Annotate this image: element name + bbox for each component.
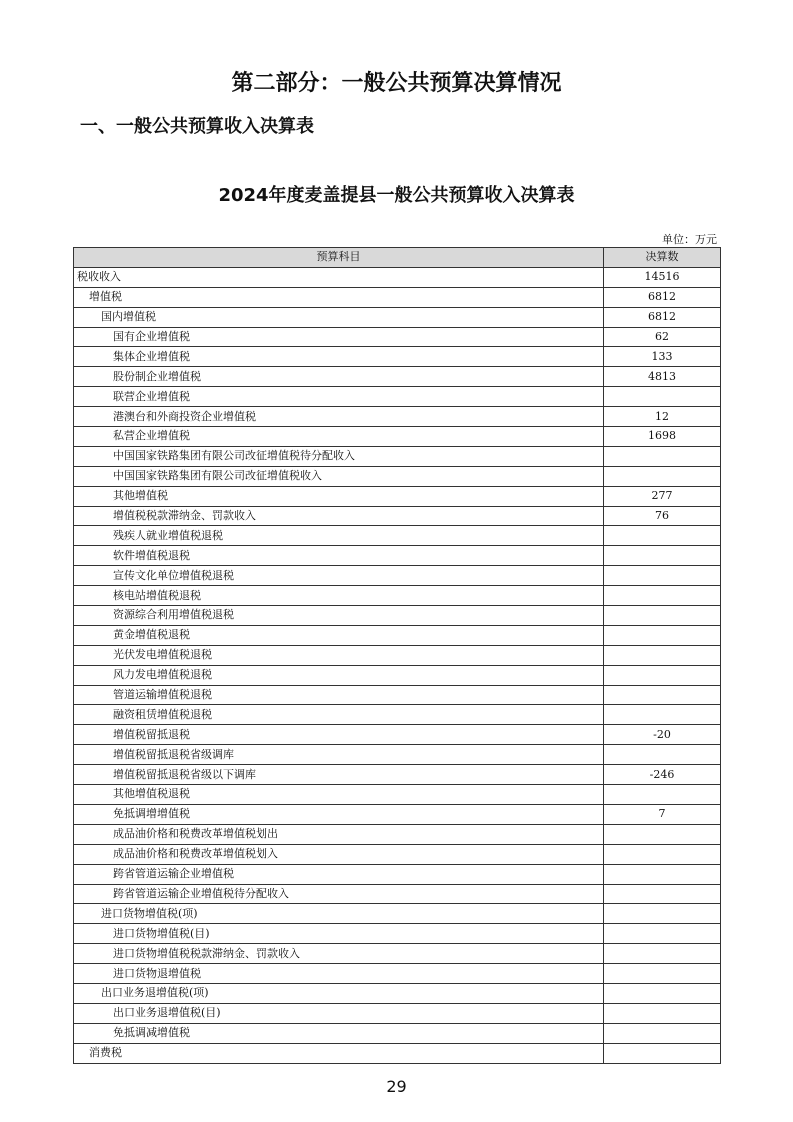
row-item-name: 税收收入	[74, 267, 604, 287]
table-row	[74, 287, 721, 307]
row-item-name: 跨省管道运输企业增值税待分配收入	[74, 884, 604, 904]
row-amount	[604, 566, 721, 586]
row-item-name: 黄金增值税退税	[74, 625, 604, 645]
row-amount	[604, 864, 721, 884]
row-item-name: 跨省管道运输企业增值税	[74, 864, 604, 884]
table-row	[74, 964, 721, 984]
header-item: 预算科目	[74, 248, 604, 268]
table-row	[74, 884, 721, 904]
row-item-name: 资源综合利用增值税退税	[74, 606, 604, 626]
table-row	[74, 347, 721, 367]
row-amount: 4813	[604, 367, 721, 387]
table-body	[74, 267, 721, 1063]
row-item-name: 出口业务退增值税(项)	[74, 983, 604, 1003]
row-amount	[604, 1043, 721, 1063]
row-item-name: 增值税留抵退税省级以下调库	[74, 765, 604, 785]
table-row	[74, 586, 721, 606]
row-amount	[604, 466, 721, 486]
row-amount: 12	[604, 407, 721, 427]
row-item-name: 增值税	[74, 287, 604, 307]
table-row	[74, 526, 721, 546]
row-item-name: 港澳台和外商投资企业增值税	[74, 407, 604, 427]
row-item-name: 融资租赁增值税退税	[74, 705, 604, 725]
table-row	[74, 705, 721, 725]
table-row	[74, 1003, 721, 1023]
row-amount	[604, 924, 721, 944]
table-row	[74, 267, 721, 287]
row-item-name: 免抵调增增值税	[74, 804, 604, 824]
row-amount: 6812	[604, 287, 721, 307]
row-amount: 1698	[604, 427, 721, 447]
table-row	[74, 944, 721, 964]
row-item-name: 宣传文化单位增值税退税	[74, 566, 604, 586]
row-amount	[604, 705, 721, 725]
row-amount	[604, 983, 721, 1003]
table-row	[74, 685, 721, 705]
table-row	[74, 367, 721, 387]
table-row	[74, 327, 721, 347]
header-amount: 决算数	[604, 248, 721, 268]
row-item-name: 增值税税款滞纳金、罚款收入	[74, 506, 604, 526]
row-amount: -20	[604, 725, 721, 745]
row-item-name: 进口货物增值税(项)	[74, 904, 604, 924]
table-row	[74, 864, 721, 884]
row-item-name: 私营企业增值税	[74, 427, 604, 447]
row-item-name: 成品油价格和税费改革增值税划入	[74, 844, 604, 864]
row-amount	[604, 785, 721, 805]
table-row	[74, 606, 721, 626]
row-amount	[604, 964, 721, 984]
row-item-name: 进口货物退增值税	[74, 964, 604, 984]
table-row	[74, 844, 721, 864]
row-item-name: 进口货物增值税税款滞纳金、罚款收入	[74, 944, 604, 964]
row-amount	[604, 625, 721, 645]
table-row	[74, 446, 721, 466]
row-item-name: 管道运输增值税退税	[74, 685, 604, 705]
row-amount: 7	[604, 804, 721, 824]
row-amount	[604, 606, 721, 626]
table-title: 2024年度麦盖提县一般公共预算收入决算表	[218, 185, 575, 206]
row-amount	[604, 586, 721, 606]
table-row	[74, 506, 721, 526]
row-item-name: 软件增值税退税	[74, 546, 604, 566]
row-amount	[604, 884, 721, 904]
row-item-name: 中国国家铁路集团有限公司改征增值税待分配收入	[74, 446, 604, 466]
row-item-name: 其他增值税	[74, 486, 604, 506]
table-row	[74, 983, 721, 1003]
row-amount: 133	[604, 347, 721, 367]
row-item-name: 集体企业增值税	[74, 347, 604, 367]
table-row	[74, 904, 721, 924]
table-row	[74, 804, 721, 824]
row-item-name: 成品油价格和税费改革增值税划出	[74, 824, 604, 844]
table-row	[74, 725, 721, 745]
row-amount	[604, 665, 721, 685]
row-amount	[604, 745, 721, 765]
row-amount	[604, 844, 721, 864]
row-amount	[604, 446, 721, 466]
row-amount	[604, 526, 721, 546]
row-item-name: 国内增值税	[74, 307, 604, 327]
row-amount: 14516	[604, 267, 721, 287]
table-row	[74, 1043, 721, 1063]
row-amount: 62	[604, 327, 721, 347]
table-row	[74, 785, 721, 805]
table-header-row	[74, 248, 721, 268]
row-item-name: 增值税留抵退税	[74, 725, 604, 745]
row-amount	[604, 904, 721, 924]
row-amount	[604, 944, 721, 964]
table-row	[74, 466, 721, 486]
row-amount	[604, 1023, 721, 1043]
table-row	[74, 924, 721, 944]
row-amount: 277	[604, 486, 721, 506]
table-row	[74, 1023, 721, 1043]
row-item-name: 其他增值税退税	[74, 785, 604, 805]
row-item-name: 风力发电增值税退税	[74, 665, 604, 685]
row-item-name: 免抵调减增值税	[74, 1023, 604, 1043]
row-amount	[604, 824, 721, 844]
table-row	[74, 546, 721, 566]
table-row	[74, 745, 721, 765]
table-row	[74, 645, 721, 665]
row-item-name: 出口业务退增值税(目)	[74, 1003, 604, 1023]
table-row	[74, 387, 721, 407]
row-item-name: 增值税留抵退税省级调库	[74, 745, 604, 765]
row-item-name: 消费税	[74, 1043, 604, 1063]
row-amount	[604, 645, 721, 665]
row-amount: 76	[604, 506, 721, 526]
row-item-name: 中国国家铁路集团有限公司改征增值税收入	[74, 466, 604, 486]
row-amount	[604, 387, 721, 407]
row-item-name: 残疾人就业增值税退税	[74, 526, 604, 546]
table-row	[74, 665, 721, 685]
row-item-name: 国有企业增值税	[74, 327, 604, 347]
row-item-name: 联营企业增值税	[74, 387, 604, 407]
table-row	[74, 566, 721, 586]
row-amount	[604, 685, 721, 705]
row-item-name: 股份制企业增值税	[74, 367, 604, 387]
row-amount: -246	[604, 765, 721, 785]
page-number: 29	[386, 1077, 407, 1096]
row-item-name: 光伏发电增值税退税	[74, 645, 604, 665]
row-item-name: 核电站增值税退税	[74, 586, 604, 606]
row-amount	[604, 1003, 721, 1023]
unit-label: 单位：万元	[662, 233, 717, 246]
table-row	[74, 765, 721, 785]
budget-table	[73, 247, 721, 1064]
row-amount: 6812	[604, 307, 721, 327]
row-amount	[604, 546, 721, 566]
table-row	[74, 307, 721, 327]
table-row	[74, 824, 721, 844]
table-row	[74, 407, 721, 427]
table-row	[74, 625, 721, 645]
table-row	[74, 427, 721, 447]
table-row	[74, 486, 721, 506]
row-item-name: 进口货物增值税(目)	[74, 924, 604, 944]
section-title: 一、一般公共预算收入决算表	[80, 116, 314, 137]
part-title: 第二部分：一般公共预算决算情况	[231, 71, 562, 96]
